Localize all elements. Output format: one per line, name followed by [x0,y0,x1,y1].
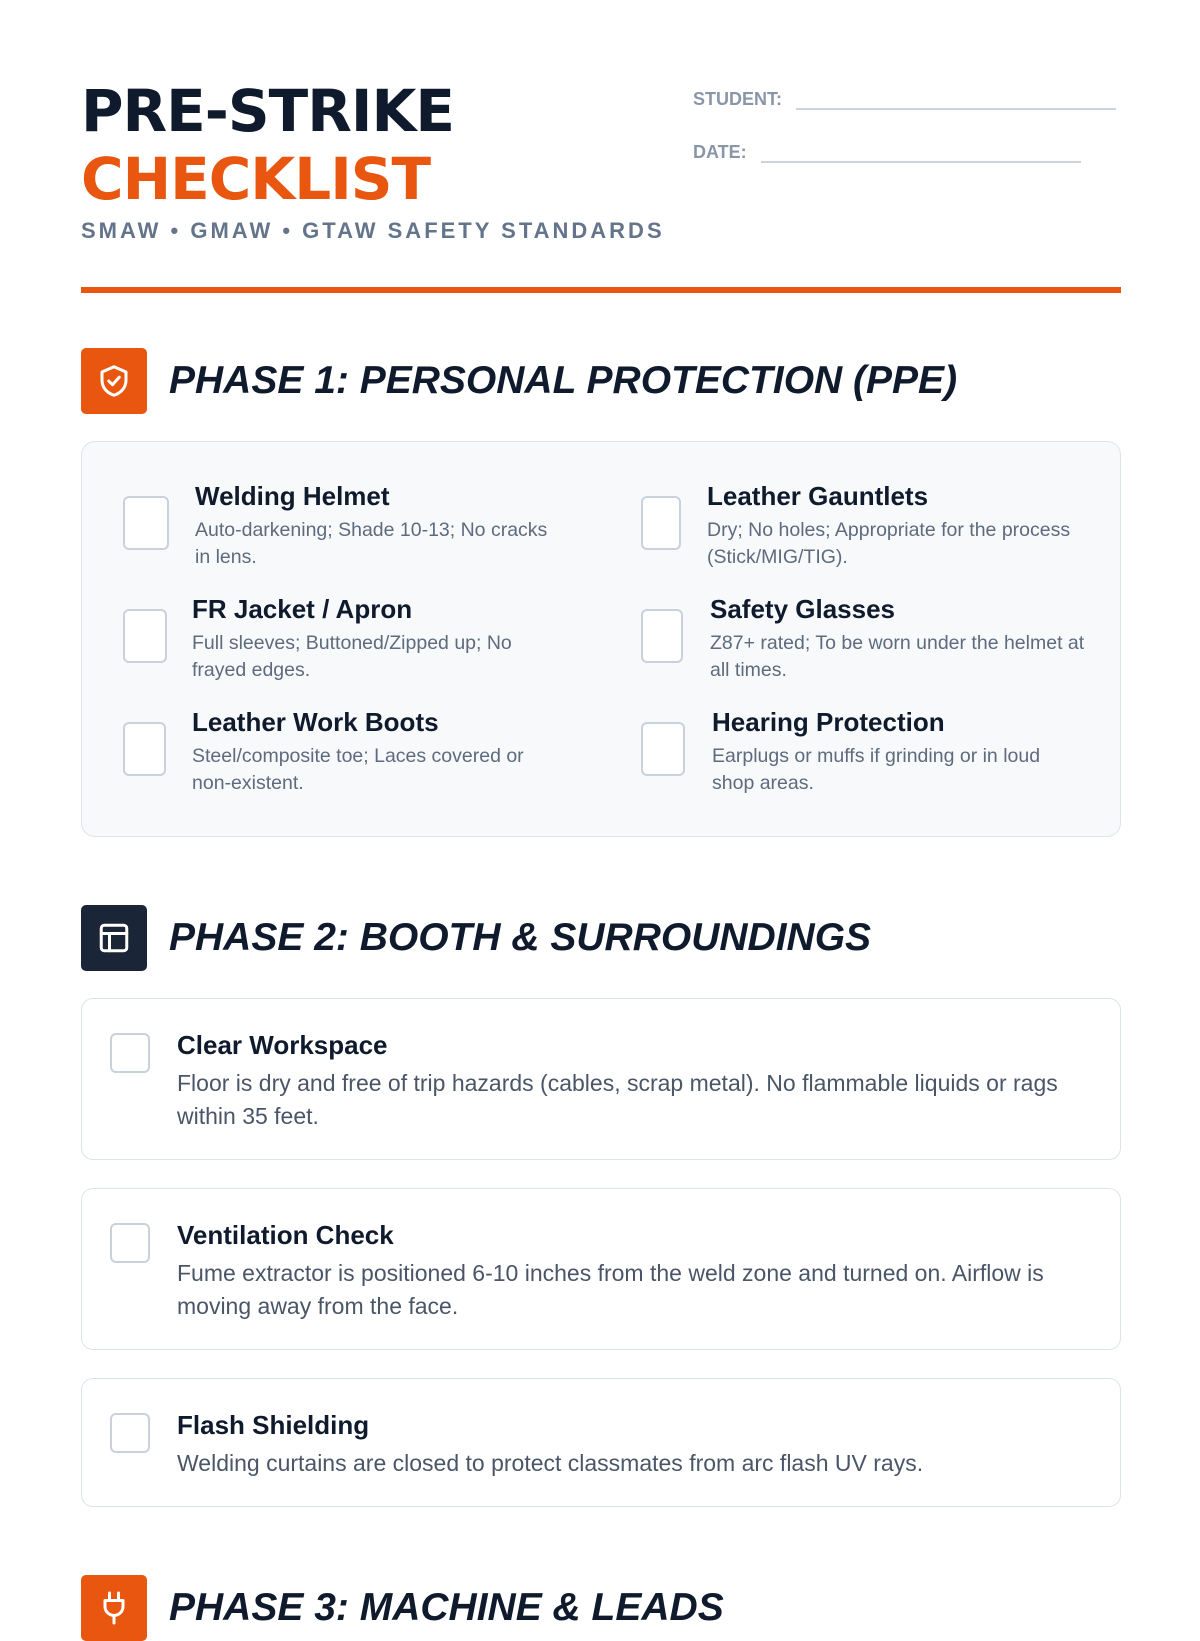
ppe-card [81,441,1121,837]
booth-item-flash-shielding [81,1378,1121,1507]
date-field [693,141,1081,163]
item-desc: Welding curtains are closed to protect classmates from arc flash UV rays. [177,1450,924,1476]
phase3-title: PHASE 3: MACHINE & LEADS [169,1586,724,1629]
ppe-item-fr-jacket [123,595,563,684]
item-desc: Z87+ rated; To be worn under the helmet at all times. [710,631,1085,681]
ppe-item-safety-glasses [641,595,1101,684]
phase2-title: PHASE 2: BOOTH & SURROUNDINGS [169,916,872,959]
page-title-line2: CHECKLIST [81,145,431,213]
checkbox[interactable] [110,1413,150,1453]
date-label: DATE: [693,142,747,162]
checklist-page [81,0,1121,1629]
ppe-item-welding-helmet [123,482,563,571]
plug-icon [81,1575,147,1641]
page-subtitle: SMAW • GMAW • GTAW SAFETY STANDARDS [81,218,665,243]
item-title: Welding Helmet [195,481,390,511]
booth-item-ventilation-check [81,1188,1121,1350]
item-title: Leather Gauntlets [707,481,929,511]
shield-check-icon [81,348,147,414]
item-title: Ventilation Check [177,1220,394,1250]
checkbox[interactable] [123,609,167,663]
checkbox[interactable] [123,722,166,776]
phase1-heading [81,348,957,414]
header [81,0,1121,300]
page-title-line1: PRE-STRIKE [81,77,455,145]
checkbox[interactable] [641,496,681,550]
phase3-heading [81,1575,724,1641]
item-title: Leather Work Boots [192,707,439,737]
checkbox[interactable] [110,1223,150,1263]
item-desc: Earplugs or muffs if grinding or in loud shop areas. [712,744,1041,794]
item-title: Flash Shielding [177,1410,370,1440]
checkbox[interactable] [641,722,685,776]
student-field [693,88,1116,110]
item-desc: Dry; No holes; Appropriate for the process (Stick/MIG/TIG). [707,518,1071,568]
student-input-line[interactable] [796,88,1116,110]
layout-panel-icon [81,905,147,971]
checkbox[interactable] [641,609,683,663]
item-title: Hearing Protection [712,707,945,737]
ppe-item-leather-gauntlets [641,482,1101,571]
item-desc: Fume extractor is positioned 6-10 inches from the weld zone and turned on. Airflow is moving away from the face. [177,1260,1044,1319]
phase2-heading [81,905,871,971]
item-desc: Steel/composite toe; Laces covered or non-existent. [192,744,524,794]
checkbox[interactable] [123,496,169,550]
checkbox[interactable] [110,1033,150,1073]
item-desc: Auto-darkening; Shade 10-13; No cracks in lens. [195,518,548,568]
item-title: Safety Glasses [710,594,896,624]
item-title: FR Jacket / Apron [192,594,413,624]
ppe-item-work-boots [123,708,563,797]
phase1-title: PHASE 1: PERSONAL PROTECTION (PPE) [169,359,958,402]
student-label: STUDENT: [693,89,782,109]
item-title: Clear Workspace [177,1030,388,1060]
booth-item-clear-workspace [81,998,1121,1160]
date-input-line[interactable] [761,141,1081,163]
ppe-item-hearing-protection [641,708,1101,797]
item-desc: Full sleeves; Buttoned/Zipped up; No frayed edges. [192,631,512,681]
item-desc: Floor is dry and free of trip hazards (cables, scrap metal). No flammable liquids or rags within 35 feet. [177,1070,1058,1129]
header-divider [81,287,1121,293]
